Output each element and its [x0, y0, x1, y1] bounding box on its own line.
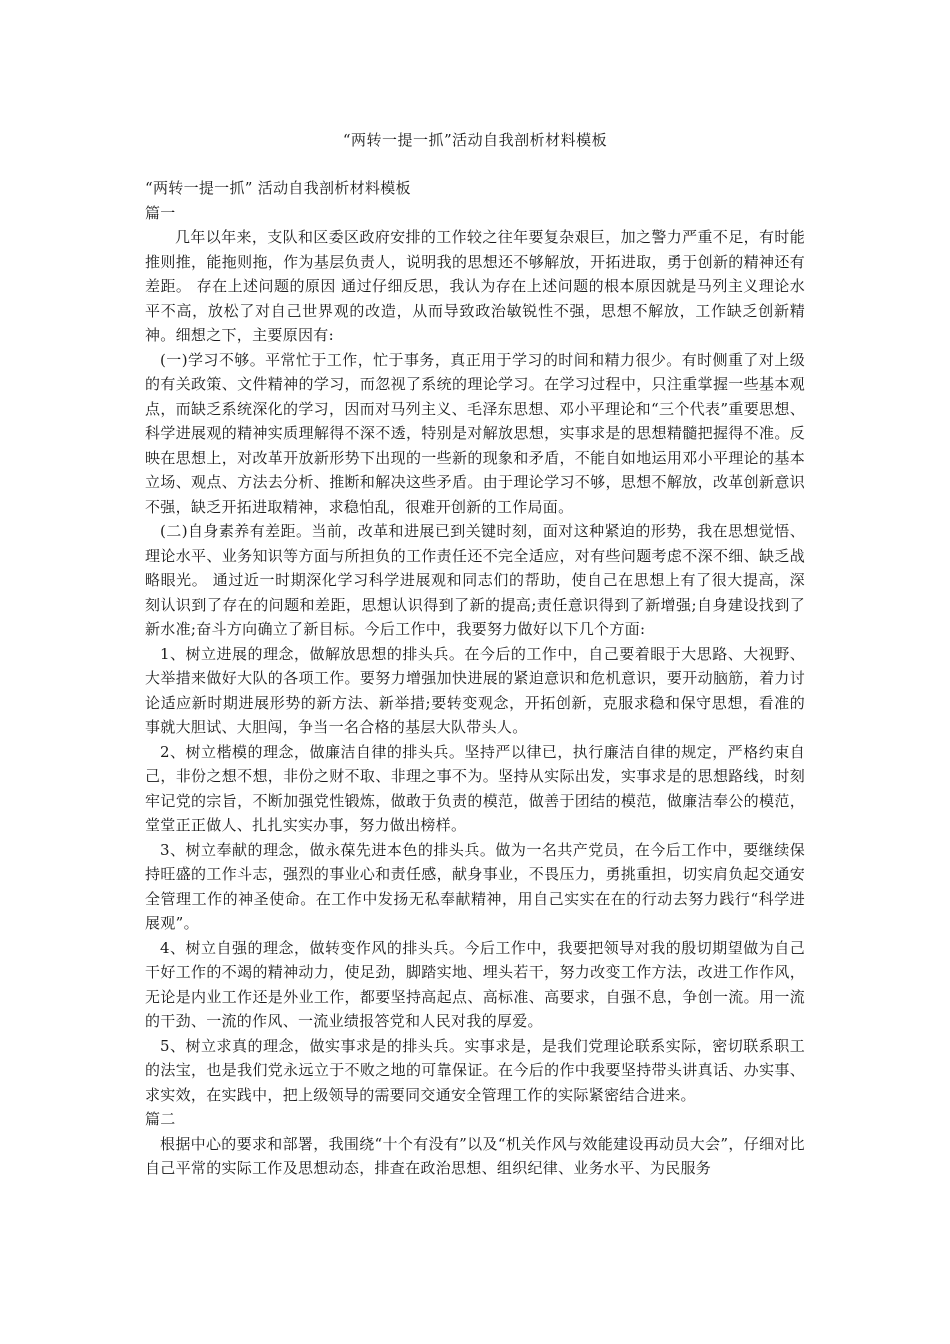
- paragraph: (二)自身素养有差距。当前，改革和进展已到关键时刻，面对这种紧迫的形势，我在思想觉悟、理论水平、业务知识等方面与所担负的工作责任还不完全适应，对有些问题考虑不深不细、缺乏战略眼光。 通过近一时期深化学习科学进展观和同志们的帮助，使自己在思想上有了很大提高，深刻认识到了存在的问题和差距，思想认识得到了新的提高;责任意识得到了新增强;自身建设找到了新水准;奋斗方向确立了新目标。今后工作中，我要努力做好以下几个方面:: [145, 522, 805, 638]
- document-title: “两转一提一抓”活动自我剖析材料模板: [342, 131, 608, 149]
- paragraph: 2、树立楷模的理念，做廉洁自律的排头兵。坚持严以律已，执行廉洁自律的规定，严格约束自己，非份之想不想，非份之财不取、非理之事不为。坚持从实际出发，实事求是的思想路线，时刻牢记党的宗旨，不断加强党性锻炼，做敢于负责的模范，做善于团结的模范，做廉洁奉公的模范，堂堂正正做人、扎扎实实办事，努力做出榜样。: [145, 742, 805, 834]
- paragraph: 根据中心的要求和部署，我围绕“十个有没有”以及“机关作风与效能建设再动员大会”，仔细对比自己平常的实际工作及思想动态，排查在政治思想、组织纪律、业务水平、为民服务: [145, 1134, 805, 1177]
- paragraph: 几年以年来，支队和区委区政府安排的工作较之往年要复杂艰巨，加之警力严重不足，有时能推则推，能拖则拖，作为基层负责人，说明我的思想还不够解放，开拓进取，勇于创新的精神还有差距。 存在上述问题的原因 通过仔细反思，我认为存在上述问题的根本原因就是马列主义理论水平不高，放松了对自己世界观的改造，从而导致政治敏锐性不强，思想不解放，工作缺乏创新精神。细想之下，主要原因有:: [145, 228, 805, 344]
- section-label-1: 篇一: [145, 203, 176, 222]
- paragraph: 3、树立奉献的理念，做永葆先进本色的排头兵。做为一名共产党员，在今后工作中，要继续保持旺盛的工作斗志，强烈的事业心和责任感，献身事业，不畏压力，勇挑重担，切实肩负起交通安全管理工作的神圣使命。在工作中发扬无私奉献精神，用自己实实在在的行动去努力践行“科学进展观”。: [145, 840, 805, 932]
- paragraph: 4、树立自强的理念，做转变作风的排头兵。今后工作中，我要把领导对我的殷切期望做为自己干好工作的不竭的精神动力，使足劲，脚踏实地、埋头若干，努力改变工作方法，改进工作作风，无论是内业工作还是外业工作，都要坚持高起点、高标准、高要求，自强不息，争创一流。用一流的干劲、一流的作风、一流业绩报答党和人民对我的厚爱。: [145, 938, 805, 1030]
- section-label-2: 篇二: [145, 1110, 176, 1128]
- document-subtitle: “两转一提一抓” 活动自我剖析材料模板: [145, 179, 411, 197]
- paragraph: (一)学习不够。平常忙于工作，忙于事务，真正用于学习的时间和精力很少。有时侧重了对上级的有关政策、文件精神的学习，而忽视了系统的理论学习。在学习过程中，只注重掌握一些基本观点，而缺乏系统深化的学习，因而对马列主义、毛泽东思想、邓小平理论和“三个代表”重要思想、科学进展观的精神实质理解得不深不透，特别是对解放思想，实事求是的思想精髓把握得不准。反映在思想上，对改革开放新形势下出现的一些新的现象和矛盾，不能自如地运用邓小平理论的基本立场、观点、方法去分析、推断和解决这些矛盾。由于理论学习不够，思想不解放，改革创新意识不强，缺乏开拓进取精神，求稳怕乱，很难开创新的工作局面。: [145, 350, 805, 516]
- document-body: [145, 176, 805, 1181]
- paragraph: 1、树立进展的理念，做解放思想的排头兵。在今后的工作中，自己要着眼于大思路、大视野、大举措来做好大队的各项工作。要努力增强加快进展的紧迫意识和危机意识，要开动脑筋，着力讨论适应新时期进展形势的新方法、新举措;要转变观念，开拓创新，克服求稳和保守思想，看准的事就大胆试、大胆闯，争当一名合格的基层大队带头人。: [145, 644, 805, 736]
- paragraph: 5、树立求真的理念，做实事求是的排头兵。实事求是，是我们党理论联系实际，密切联系职工的法宝，也是我们党永远立于不败之地的可靠保证。在今后的作中我要坚持带头讲真话、办实事、求实效，在实践中，把上级领导的需要同交通安全管理工作的实际紧密结合进来。: [145, 1036, 805, 1104]
